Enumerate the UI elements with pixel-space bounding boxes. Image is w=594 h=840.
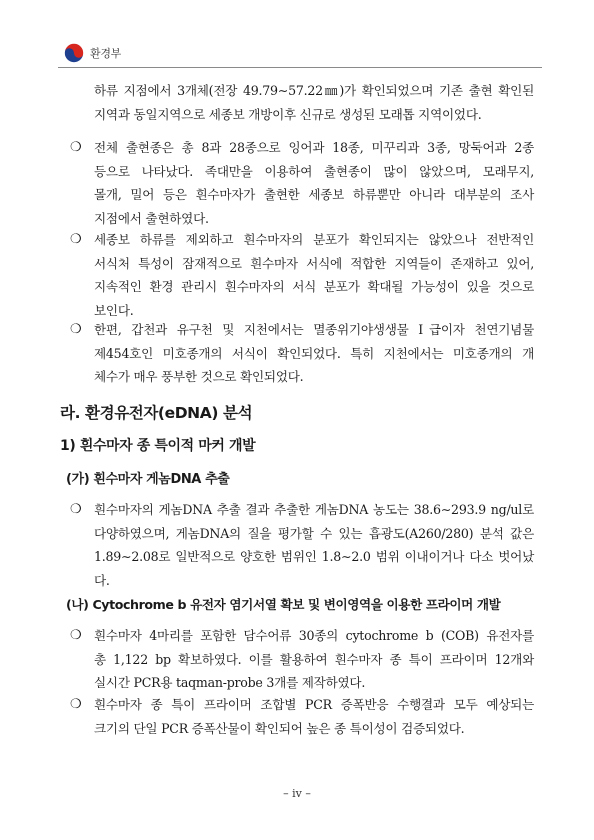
- paragraph-line: 전체 출현종은 총 8과 28종으로 잉어과 18종, 미꾸리과 3종, 망둑어과 2종: [94, 140, 534, 155]
- paragraph-line: 다.: [94, 572, 110, 588]
- paragraph-line: 하류 지점에서 3개체(전장 49.79∼57.22㎜)가 확인되었으며 기존 출현 확인된: [94, 83, 534, 98]
- paragraph-line: 흰수마자 4마리를 포함한 담수어류 30종의 cytochrome b (COB) 유전자를: [94, 628, 534, 643]
- bullet-paragraph: [94, 624, 534, 695]
- paragraph-line: 지속적인 환경 관리시 흰수마자의 서식 분포가 확대될 가능성이 있을 것으로: [94, 279, 534, 295]
- paragraph-line: 세종보 하류를 제외하고 흰수마자의 분포가 확인되지는 않았으나 전반적인: [94, 232, 534, 247]
- ministry-name: 환경부: [90, 47, 121, 60]
- paragraph-line: 실시간 PCR용 taqman-probe 3개를 제작하였다.: [94, 675, 366, 691]
- paragraph-line: 등으로 나타났다. 족대만을 이용하여 출현종이 많이 않았으며, 모래무지,: [94, 163, 534, 179]
- paragraph-line: 크기의 단일 PCR 증폭산물이 확인되어 높은 종 특이성이 검증되었다.: [94, 720, 465, 736]
- paragraph-line: 지점에서 출현하였다.: [94, 210, 209, 226]
- paragraph-line: 체수가 매우 풍부한 것으로 확인되었다.: [94, 369, 304, 385]
- bullet-marker: ❍: [70, 140, 82, 155]
- paragraph-line: 다양하였으며, 게놈DNA의 질을 평가할 수 있는 흡광도(A260/280) 분석 값은: [94, 525, 534, 541]
- bullet-paragraph: [94, 136, 534, 230]
- paragraph-line: 흰수마자의 게놈DNA 추출 결과 추출한 게놈DNA 농도는 38.6∼293.9 ng/ul로: [94, 502, 534, 517]
- paragraph-line: 보인다.: [94, 302, 134, 318]
- bullet-paragraph: [94, 498, 534, 592]
- subsubsection-title-a: (가) 흰수마자 게놈DNA 추출: [66, 472, 230, 487]
- paragraph-line: 몰개, 밀어 등은 흰수마자가 출현한 세종보 하류뿐만 아니라 대부분의 조사: [94, 187, 534, 203]
- paragraph-line: 지역과 동일지역으로 세종보 개방이후 신규로 생성된 모래톱 지역이었다.: [94, 106, 482, 122]
- header-divider: [58, 67, 542, 68]
- bullet-marker: ❍: [70, 502, 82, 517]
- subsection-title: 1) 흰수마자 종 특이적 마커 개발: [60, 438, 256, 454]
- paragraph-line: 제454호인 미호종개의 서식이 확인되었다. 특히 지천에서는 미호종개의 개: [94, 345, 534, 361]
- page-number: – iv –: [283, 787, 311, 800]
- bullet-marker: ❍: [70, 697, 82, 712]
- paragraph-line: 총 1,122 bp 확보하였다. 이를 활용하여 흰수마자 종 특이 프라이머 12개와: [94, 651, 534, 667]
- paragraph-line: 흰수마자 종 특이 프라이머 조합별 PCR 증폭반응 수행결과 모두 예상되는: [94, 697, 534, 712]
- paragraph-line: 1.89∼2.08로 일반적으로 양호한 범위인 1.8∼2.0 범위 이내이거나 다소 벗어났: [94, 549, 534, 565]
- page-header: [64, 42, 121, 64]
- paragraph-line: 서식처 특성이 잠재적으로 흰수마자 서식에 적합한 지역들이 존재하고 있어,: [94, 255, 534, 271]
- continuation-paragraph: [94, 79, 534, 126]
- section-title: 라. 환경유전자(eDNA) 분석: [60, 404, 253, 422]
- paragraph-line: 한편, 갑천과 유구천 및 지천에서는 멸종위기야생생물 Ⅰ급이자 천연기념물: [94, 322, 534, 337]
- bullet-paragraph: [94, 693, 534, 740]
- bullet-marker: ❍: [70, 628, 82, 643]
- government-emblem-icon: [64, 43, 84, 63]
- bullet-marker: ❍: [70, 322, 82, 337]
- subsubsection-title-b: (나) Cytochrome b 유전자 염기서열 확보 및 변이영역을 이용한 프라이머 개발: [66, 597, 501, 612]
- bullet-paragraph: [94, 228, 534, 322]
- bullet-paragraph: [94, 318, 534, 389]
- bullet-marker: ❍: [70, 232, 82, 247]
